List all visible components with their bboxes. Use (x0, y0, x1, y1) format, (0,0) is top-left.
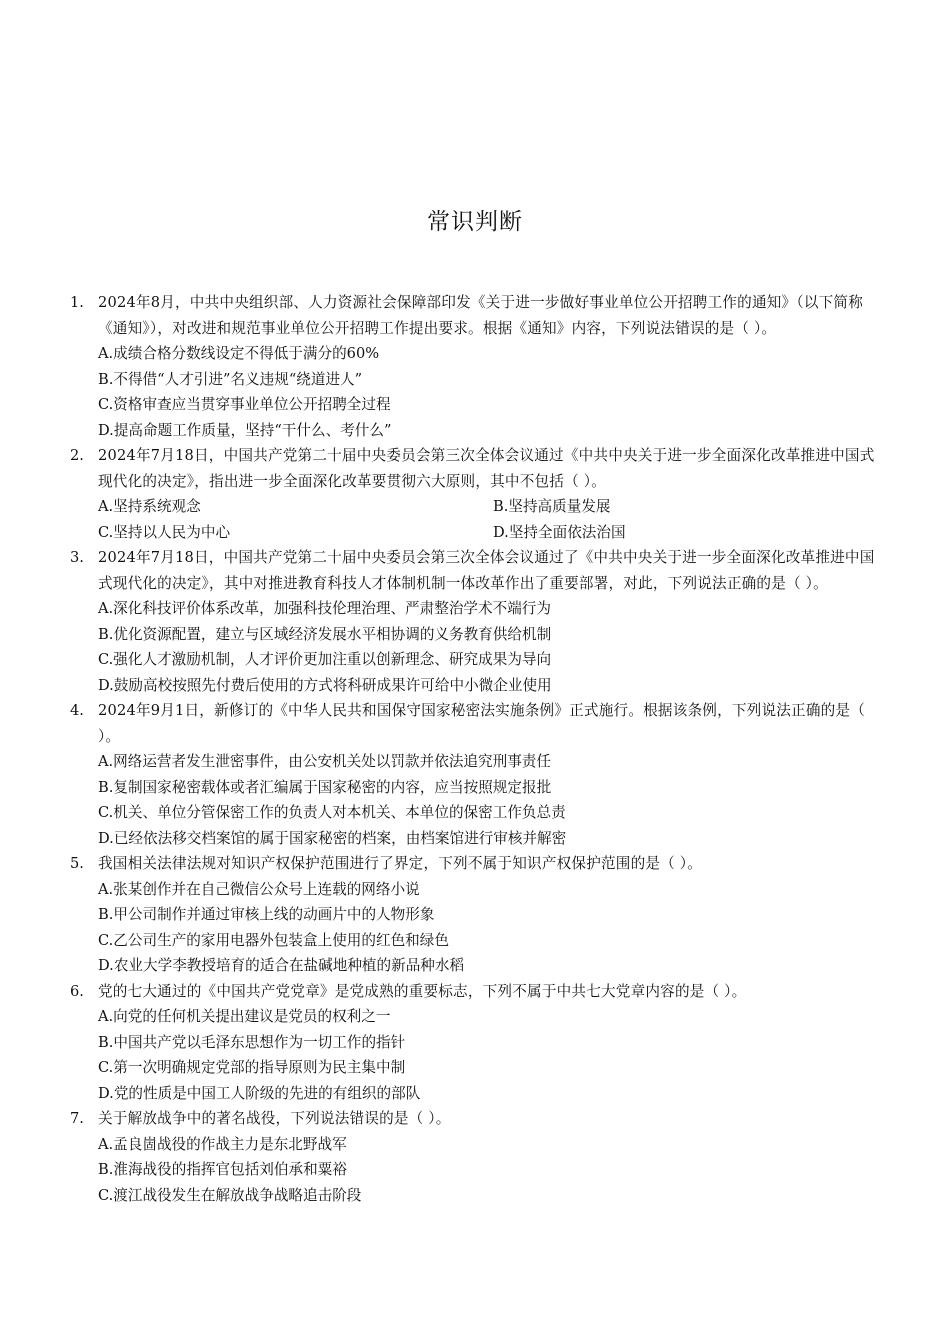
option-a: A.张某创作并在自己微信公众号上连载的网络小说 (98, 880, 420, 898)
question-text: 党的七大通过的《中国共产党党章》是党成熟的重要标志，下列不属于中共七大党章内容的是（ ）。 (98, 982, 747, 1000)
option-b: B.甲公司制作并通过审核上线的动画片中的人物形象 (98, 906, 435, 923)
option-c: C.乙公司生产的家用电器外包装盒上使用的红色和绿色 (98, 931, 449, 949)
option-b: B.优化资源配置，建立与区域经济发展水平相协调的义务教育供给机制 (98, 625, 552, 643)
option-d: D.党的性质是中国工人阶级的先进的有组织的部队 (98, 1084, 421, 1102)
question-4 (70, 698, 875, 851)
option-a: A.深化科技评价体系改革，加强科技伦理治理、严肃整治学术不端行为 (98, 600, 551, 617)
question-text: 我国相关法律法规对知识产权保护范围进行了界定，下列不属于知识产权保护范围的是（ ）。 (98, 855, 703, 872)
option-list (98, 749, 875, 851)
option-list (98, 596, 875, 698)
question-number: 6. (70, 982, 84, 1000)
option-d: D.提高命题工作质量，坚持“干什么、考什么” (98, 421, 392, 439)
option-d: D.鼓励高校按照先付费后使用的方式将科研成果许可给中小微企业使用 (98, 676, 552, 694)
question-number: 3. (70, 549, 84, 566)
option-a: A.坚持系统观念 (98, 498, 201, 515)
question-text: 2024年8月，中共中央组织部、人力资源社会保障部印发《关于进一步做好事业单位公开招聘工作的通知》（以下简称《通知》），对改进和规范事业单位公开招聘工作提出要求。根据《通知》内容，下列说法错误的是（ ）。 (98, 294, 864, 337)
question-number: 7. (70, 1110, 84, 1127)
option-b: B.淮海战役的指挥官包括刘伯承和粟裕 (98, 1161, 347, 1178)
question-1 (70, 290, 875, 443)
option-list (98, 1004, 875, 1106)
page-title: 常识判断 (427, 209, 523, 235)
option-list (98, 1132, 875, 1209)
question-number: 2. (70, 447, 84, 464)
question-5 (70, 851, 875, 979)
question-7 (70, 1106, 875, 1208)
option-c: C.渡江战役发生在解放战争战略追击阶段 (98, 1186, 362, 1204)
question-6 (70, 979, 875, 1107)
question-text: 关于解放战争中的著名战役，下列说法错误的是（ ）。 (98, 1110, 451, 1127)
option-c: C.机关、单位分管保密工作的负责人对本机关、本单位的保密工作负总责 (98, 804, 566, 821)
option-d: D.农业大学李教授培育的适合在盐碱地种植的新品种水稻 (98, 957, 465, 974)
option-a: A.向党的任何机关提出建议是党员的权利之一 (98, 1008, 391, 1025)
question-3 (70, 545, 875, 698)
option-b: B.坚持高质量发展 (493, 498, 611, 515)
question-number: 5. (70, 855, 84, 872)
option-c: C.第一次明确规定党部的指导原则为民主集中制 (98, 1059, 406, 1076)
option-b: B.中国共产党以毛泽东思想作为一切工作的指针 (98, 1033, 406, 1051)
option-d: D.已经依法移交档案馆的属于国家秘密的档案，由档案馆进行审核并解密 (98, 829, 567, 847)
option-c: C.资格审查应当贯穿事业单位公开招聘全过程 (98, 396, 391, 413)
question-list (70, 290, 875, 1208)
option-a: A.孟良崮战役的作战主力是东北野战军 (98, 1135, 347, 1153)
option-list (98, 341, 875, 443)
option-b: B.不得借“人才引进”名义违规“绕道进人” (98, 370, 363, 388)
option-d: D.坚持全面依法治国 (493, 523, 626, 541)
option-a: A.网络运营者发生泄密事件，由公安机关处以罚款并依法追究刑事责任 (98, 753, 551, 770)
option-b: B.复制国家秘密载体或者汇编属于国家秘密的内容，应当按照规定报批 (98, 778, 552, 796)
option-list (98, 877, 875, 979)
question-number: 1. (70, 294, 84, 311)
question-2 (70, 443, 875, 545)
option-list (98, 494, 875, 545)
question-text: 2024年7月18日，中国共产党第二十届中央委员会第三次全体会议通过《中共中央关于进一步全面深化改革推进中国式现代化的决定》，指出进一步全面深化改革要贯彻六大原则，其中不包括（ ）。 (98, 447, 875, 490)
option-a: A.成绩合格分数线设定不得低于满分的60% (98, 345, 380, 362)
question-number: 4. (70, 702, 84, 719)
question-text: 2024年9月1日，新修订的《中华人民共和国保守国家秘密法实施条例》正式施行。根据该条例，下列说法正确的是（ ）。 (98, 702, 866, 745)
option-c: C.坚持以人民为中心 (98, 523, 231, 541)
option-c: C.强化人才激励机制，人才评价更加注重以创新理念、研究成果为导向 (98, 651, 552, 668)
question-text: 2024年7月18日，中国共产党第二十届中央委员会第三次全体会议通过了《中共中央关于进一步全面深化改革推进中国式现代化的决定》，其中对推进教育科技人才体制机制一体改革作出了重要部署，对此，下列说法正确的是（ ）。 (98, 549, 875, 592)
